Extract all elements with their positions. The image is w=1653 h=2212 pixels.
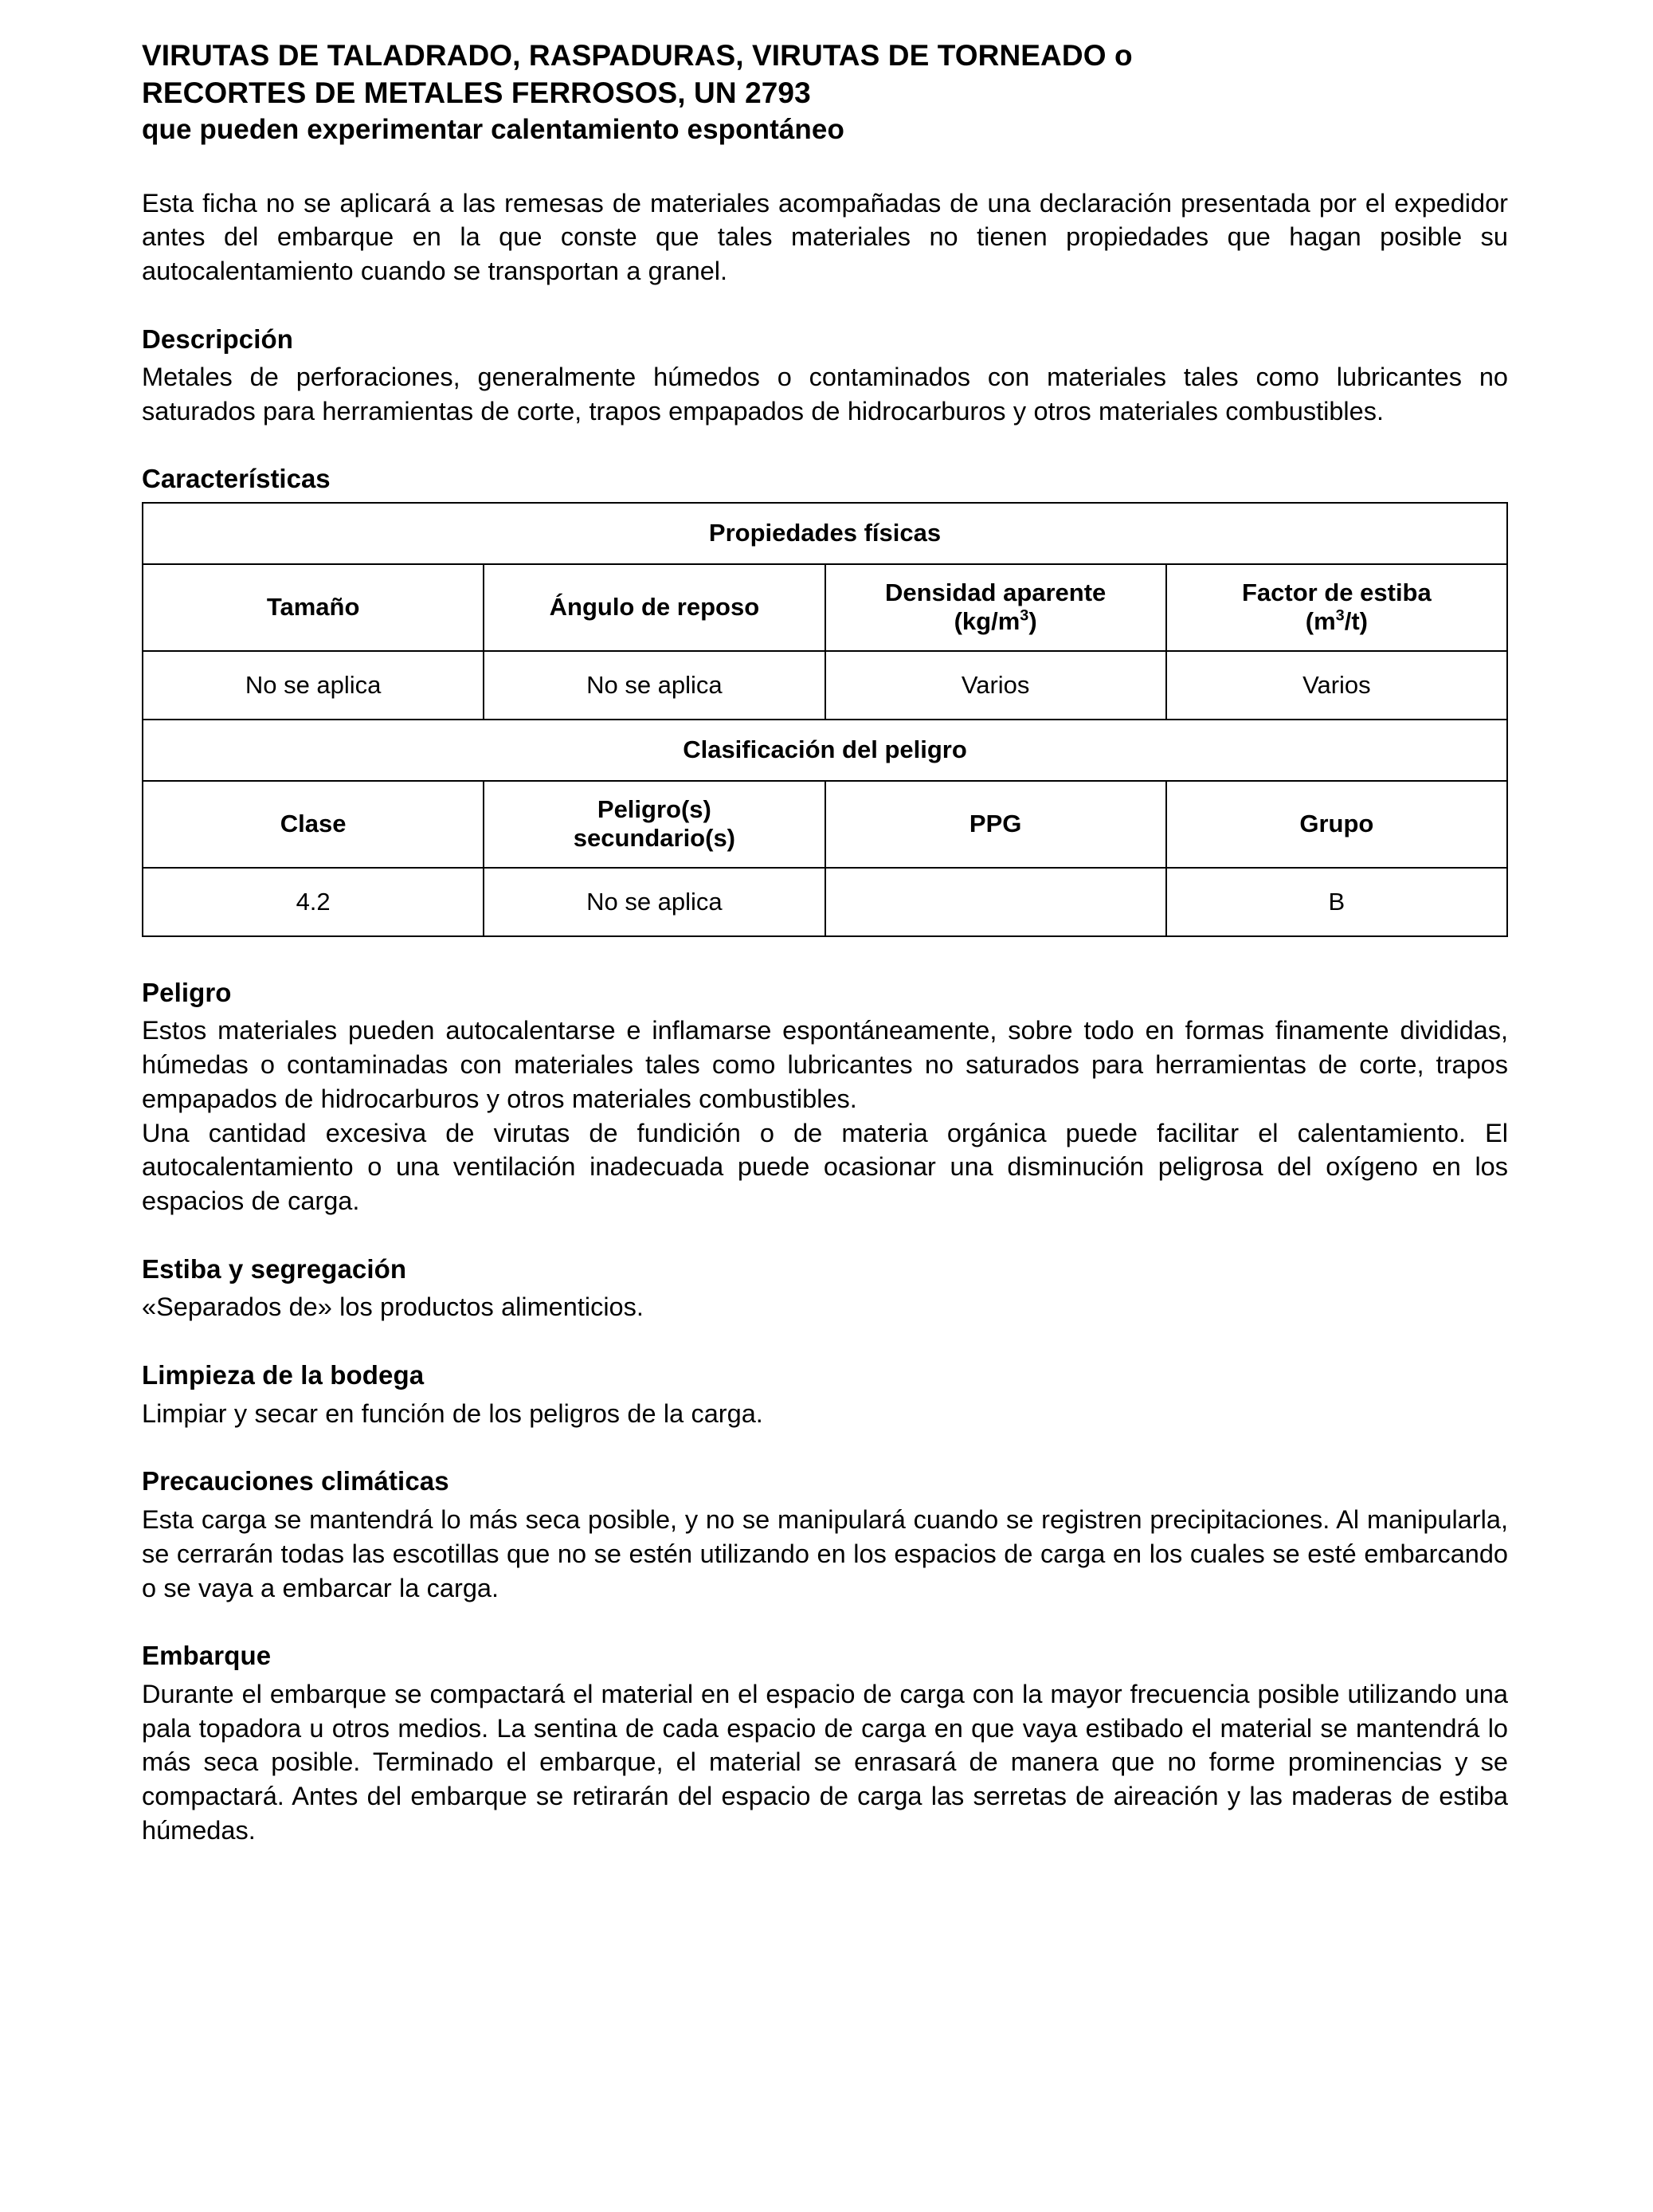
table-row-hazard-values	[143, 868, 1507, 936]
cell-value-densidad: Varios	[825, 651, 1166, 720]
estiba-segregacion-body: «Separados de» los productos alimenticios.	[142, 1292, 644, 1322]
heading-descripcion: Descripción	[142, 324, 293, 354]
heading-embarque: Embarque	[142, 1641, 272, 1671]
table-row-physical-headers	[143, 564, 1507, 651]
densidad-unit-post: )	[1028, 607, 1037, 636]
document-content	[142, 37, 1508, 1848]
intro-paragraph: Esta ficha no se aplicará a las remesas de materiales acompañadas de una declaración presentada por el expedidor antes del embarque en la que conste que tales materiales no tienen propiedades que hagan posible su autocalentamiento cuando se transportan a granel.	[142, 188, 1508, 285]
spacer	[142, 937, 1508, 977]
spacer	[142, 429, 1508, 464]
cell-hazard-band: Clasificación del peligro	[143, 720, 1507, 781]
spacer	[142, 1430, 1508, 1465]
table-row-hazard-band	[143, 720, 1507, 781]
cell-physical-band: Propiedades físicas	[143, 503, 1507, 564]
spacer	[142, 1605, 1508, 1640]
factor-unit-pre: (m	[1305, 607, 1336, 636]
heading-caracteristicas: Características	[142, 463, 331, 493]
cell-header-clase: Clase	[143, 781, 484, 868]
precauciones-climaticas-body: Esta carga se mantendrá lo más seca posible, y no se manipulará cuando se registren precipitaciones. Al manipularla, se cerrarán todas las escotillas que no se estén utilizando en los espacios de carga en los cuales se esté embarcando o se vaya a embarcar la carga.	[142, 1505, 1508, 1602]
spacer	[142, 1324, 1508, 1359]
table-row-physical-values	[143, 651, 1507, 720]
cell-value-ppg	[825, 868, 1166, 936]
densidad-unit-pre: (kg/m	[954, 607, 1020, 636]
title-line-3: que pueden experimentar calentamiento espontáneo	[142, 113, 844, 145]
cell-header-peligro-secundario	[484, 781, 825, 868]
characteristics-table	[142, 502, 1508, 937]
cell-value-clase: 4.2	[143, 868, 484, 936]
factor-unit-exponent: 3	[1335, 606, 1345, 625]
spacer	[142, 1497, 1508, 1503]
limpieza-bodega-body: Limpiar y secar en función de los peligros de la carga.	[142, 1398, 763, 1428]
densidad-label: Densidad aparente	[884, 578, 1107, 606]
heading-estiba-segregacion: Estiba y segregación	[142, 1253, 407, 1284]
table-row-physical-band	[143, 503, 1507, 564]
spacer	[142, 288, 1508, 324]
cell-header-ppg: PPG	[825, 781, 1166, 868]
cell-value-peligro-secundario: No se aplica	[484, 868, 825, 936]
descripcion-body: Metales de perforaciones, generalmente húmedos o contaminados con materiales tales como lubricantes no saturados para herramientas de corte, trapos empapados de hidrocarburos y otros materiales combustibles.	[142, 363, 1508, 426]
cell-header-angulo: Ángulo de reposo	[484, 564, 825, 651]
cell-value-angulo: No se aplica	[484, 651, 825, 720]
table-row-hazard-headers	[143, 781, 1507, 868]
spacer	[142, 1218, 1508, 1253]
spacer	[142, 1391, 1508, 1397]
spacer	[142, 355, 1508, 360]
title-line-1: VIRUTAS DE TALADRADO, RASPADURAS, VIRUTAS DE TORNEADO o	[142, 39, 1133, 72]
cell-value-factor: Varios	[1166, 651, 1507, 720]
peligro-paragraph-2: Una cantidad excesiva de virutas de fundición o de materia orgánica puede facilitar el calentamiento. El autocalentamiento o una ventilación inadecuada puede ocasionar una disminución peligrosa del oxígeno en los espacios de carga.	[142, 1118, 1508, 1216]
densidad-unit-exponent: 3	[1020, 606, 1029, 625]
cell-value-grupo: B	[1166, 868, 1507, 936]
page-title	[142, 37, 1508, 148]
factor-unit-post: /t)	[1344, 607, 1368, 636]
peligro-sec-line1: Peligro(s)	[597, 794, 711, 823]
spacer	[142, 148, 1508, 186]
cell-header-densidad	[825, 564, 1166, 651]
spacer	[142, 1008, 1508, 1014]
cell-value-tamano: No se aplica	[143, 651, 484, 720]
factor-label: Factor de estiba	[1242, 578, 1432, 606]
heading-peligro: Peligro	[142, 977, 232, 1007]
factor-unit	[1167, 607, 1506, 637]
heading-limpieza-bodega: Limpieza de la bodega	[142, 1360, 425, 1390]
embarque-body: Durante el embarque se compactará el material en el espacio de carga con la mayor frecuencia posible utilizando una pala topadora u otros medios. La sentina de cada espacio de carga en que vaya estibado el material se mantendrá lo más seca posible. Terminado el embarque, el material se enrasará de manera que no forme prominencias y se compactará. Antes del embarque se retirarán del espacio de carga las serretas de aireación y las maderas de estiba húmedas.	[142, 1679, 1508, 1845]
spacer	[142, 1672, 1508, 1677]
spacer	[142, 1284, 1508, 1290]
cell-header-tamano: Tamaño	[143, 564, 484, 651]
peligro-sec-line2: secundario(s)	[573, 824, 736, 853]
heading-precauciones-climaticas: Precauciones climáticas	[142, 1466, 449, 1496]
cell-header-factor	[1166, 564, 1507, 651]
title-line-2: RECORTES DE METALES FERROSOS, UN 2793	[142, 76, 811, 110]
cell-header-grupo: Grupo	[1166, 781, 1507, 868]
peligro-paragraph-1: Estos materiales pueden autocalentarse e inflamarse espontáneamente, sobre todo en formas finamente divididas, húmedas o contaminadas con materiales tales como lubricantes no saturados para herramientas de corte, trapos empapados de hidrocarburos y otros materiales combustibles.	[142, 1016, 1508, 1113]
densidad-unit	[826, 607, 1165, 637]
